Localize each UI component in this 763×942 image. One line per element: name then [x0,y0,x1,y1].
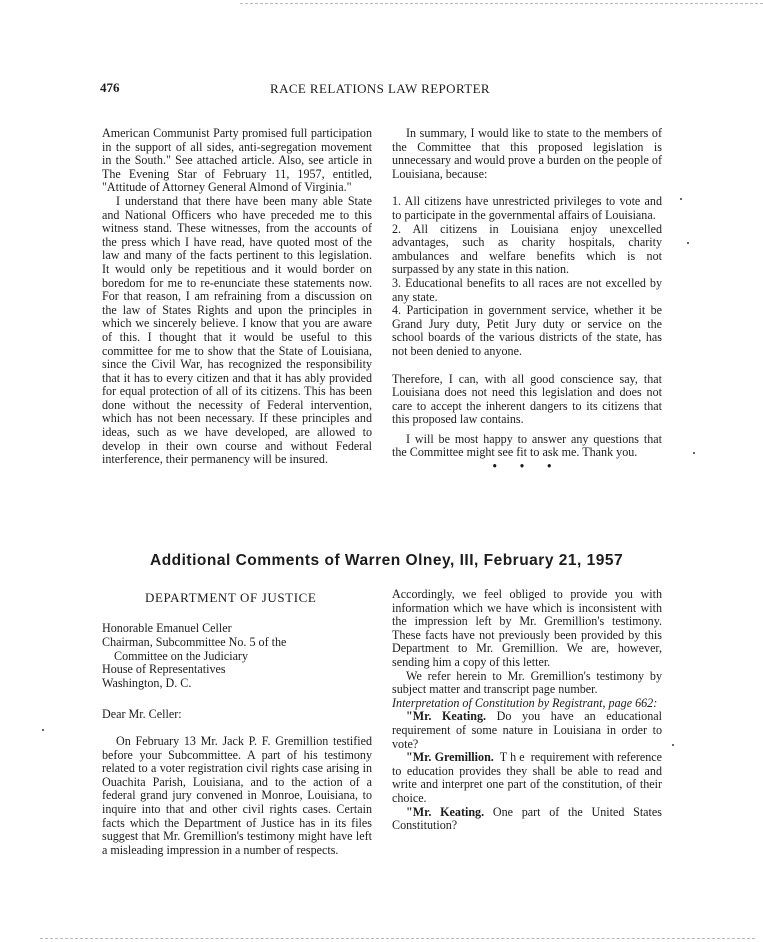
testimony-text: One part of the United States Constitution? [392,804,662,833]
right-column-top [392,127,662,474]
speaker-name: "Mr. Gremillion. [406,750,494,765]
left-column-top [102,127,372,467]
section-title: Additional Comments of Warren Olney, III, February 21, 1957 [150,552,624,569]
page-number: 476 [100,80,120,95]
paragraph: Therefore, I can, with all good conscience say, that Louisiana does not need this legislation and does not care to accept the inherent dangers to its citizens that this proposed law contains. [392,371,662,427]
scan-speck [687,242,689,244]
salutation: Dear Mr. Celler: [102,707,182,721]
address-line: Chairman, Subcommittee No. 5 of the [102,634,287,649]
paragraph: We refer herein to Mr. Gremillion's testimony by subject matter and transcript page number. [392,668,662,697]
bottom-dashed-rule [40,938,755,939]
scan-speck [680,198,682,200]
address-line: Honorable Emanuel Celler [102,621,232,635]
testimony-answer [392,751,662,805]
section-separator: • • • [492,459,562,474]
left-column-bottom [102,735,372,857]
paragraph: I will be most happy to answer any questions that the Committee might see fit to ask me. Thank you. [392,431,662,460]
testimony-text: Do you have an educational requirement of some nature in Louisiana in order to vote? [392,709,662,751]
address-line: Committee on the Judiciary [114,648,249,663]
paragraph: On February 13 Mr. Jack P. F. Gremillion testified before your Subcommittee. A part of his testimony related to a voter registration civil rights case arising in Ouachita Parish, Louisiana, and to the action of a federal grand jury convened in Monroe, Louisiana, to inquire into that and other civil rights cases. Certain facts which the Department of Justice has in its files suggest that Mr. Gremillion's testimony might have left a misleading impression in a number of respects. [102,734,372,857]
paragraph: American Communist Party promised full participation in the support of all sides, anti-segregation movement in the South." See attached article. Also, see article in The Evening Star of February 11, 1957, entitled, "Attitude of Attorney General Almond of Virginia." [102,126,372,195]
paragraph: Accordingly, we feel obliged to provide you with information which we have which is inconsistent with the impression left by Mr. Gremillion's testimony. These facts have not previously been provided by this Department to Mr. Gremillion. We are, however, sending him a copy of this letter. [392,587,662,669]
department-heading: DEPARTMENT OF JUSTICE [145,590,317,605]
address-block [102,622,286,691]
top-dashed-rule [240,3,763,4]
speaker-name: "Mr. Keating. [406,804,485,819]
paragraph: In summary, I would like to state to the members of the Committee that this proposed legislation is unnecessary and would prove a burden on the people of Louisiana, because: [392,126,662,181]
right-column-bottom [392,588,662,833]
scan-speck [42,729,44,731]
list-item: 3. Educational benefits to all races are not excelled by any state. [392,275,662,304]
scan-speck [672,744,674,746]
list-item: 2. All citizens in Louisiana enjoy unexcelled advantages, such as charity hospitals, charity ambulances and welfare benefits which is not surpassed by any state in this nation. [392,221,662,277]
scan-speck [693,452,695,454]
speaker-name: "Mr. Keating. [406,709,487,724]
address-line: House of Representatives [102,662,226,677]
testimony-question [392,710,662,751]
testimony-question [392,806,662,833]
paragraph: I understand that there have been many able State and National Officers who have preceded me to this witness stand. These witnesses, from the accounts of the press which I have read, have quoted most of the law and many of the facts pertinent to this legislation. It would only be repetitious and it would border on boredom for me to re-enunciate these statements now. For that reason, I am refraining from a discussion on the law of States Rights and upon the principles in which we sincerely believe. I know that you are aware of this. I thought that it would be useful to this committee for me to show that the State of Louisiana, since the Civil War, has recognized the responsibility that it has to every citizen and that it has ably provided for equal protection of all of its citizens. This has been done without the necessity of Federal intervention, which has not been necessary. If these principles and ideas, such as we have developed, are allowed to develop in their own course and without Federal interference, their permanency will be insured. [102,193,372,467]
testimony-text: requirement with reference to education provides they shall be able to read and write and interpret one part of the constitution, of their choice. [392,750,663,805]
running-head: RACE RELATIONS LAW REPORTER [270,81,490,96]
list-item: 4. Participation in government service, whether it be Grand Jury duty, Petit Jury duty or service on the school boards of the various districts of the state, has not been denied to anyone. [392,303,662,358]
subheading: Interpretation of Constitution by Registrant, page 662: [392,695,658,710]
testimony-text: The [493,750,528,765]
list-item: 1. All citizens have unrestricted privileges to vote and to participate in the governmental affairs of Louisiana. [392,194,662,222]
address-line: Washington, D. C. [102,676,192,691]
